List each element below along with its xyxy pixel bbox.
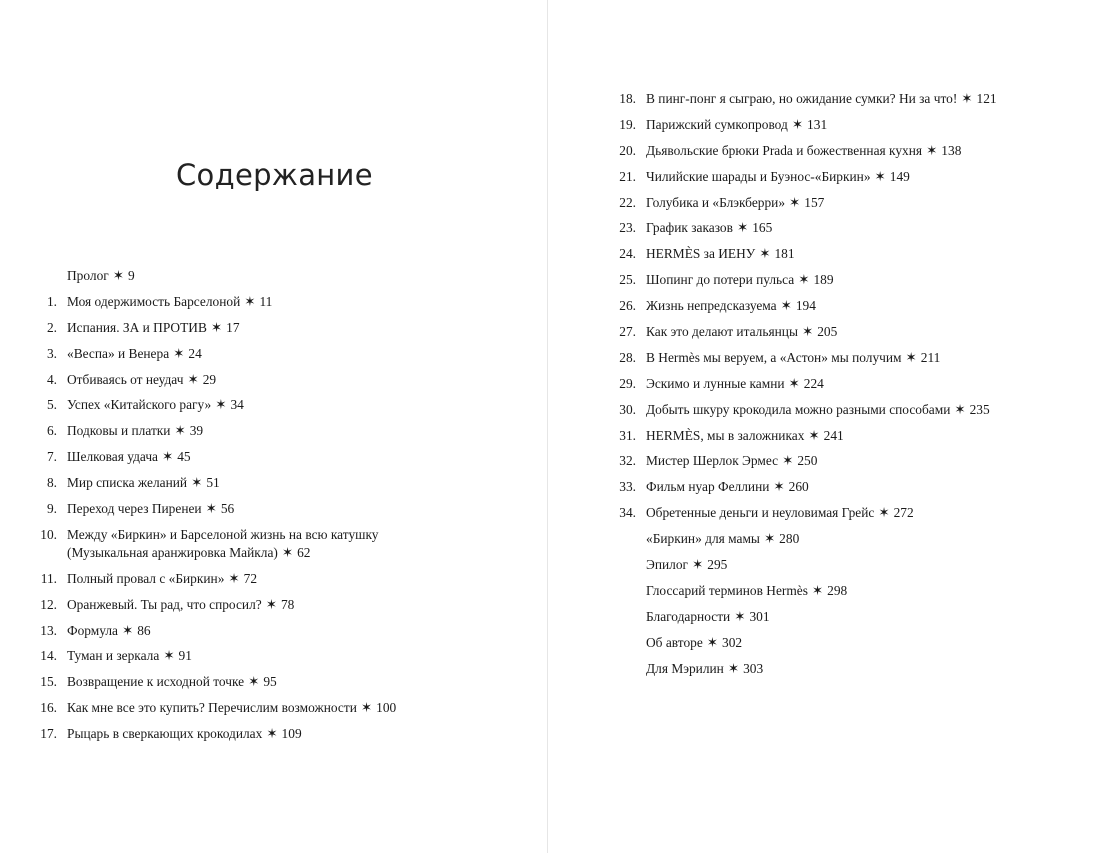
entry-title: В пинг-понг я сыграю, но ожидание сумки? Ни за что! [646, 91, 958, 106]
entry-title: Туман и зеркала [67, 648, 160, 664]
entry-text [67, 673, 520, 699]
entry-title-line2: (Музыкальная аранжировка Майкла) [67, 544, 278, 560]
entry-page-number: 17 [226, 319, 240, 335]
toc-entry [0, 647, 520, 673]
entry-title: Чилийские шарады и Буэнос-«Биркин» [646, 168, 871, 184]
entry-text [67, 500, 520, 526]
separator-icon: ✶ [173, 345, 185, 361]
entry-title: HERMÈS за ИЕНУ [646, 246, 756, 262]
entry-page-number: 78 [280, 596, 295, 612]
toc-entry [549, 427, 1069, 453]
entry-number: 33. [619, 479, 636, 495]
toc-entry [549, 297, 1069, 323]
entry-page-number: 86 [137, 622, 151, 638]
separator-icon: ✶ [808, 427, 820, 443]
entry-page-number: 295 [707, 557, 728, 573]
entry-page-number: 241 [823, 427, 844, 443]
toc-entry [549, 660, 1069, 686]
separator-icon: ✶ [248, 674, 260, 690]
entry-number: 29. [619, 375, 636, 391]
separator-icon: ✶ [163, 648, 175, 664]
separator-icon: ✶ [961, 91, 973, 106]
entry-number: 27. [619, 324, 636, 340]
entry-text [646, 219, 1069, 245]
entry-page-number: 95 [263, 674, 277, 690]
entry-title: Пролог [67, 268, 109, 283]
entry-title: Успех «Китайского рагу» [67, 397, 212, 413]
entry-number: 28. [619, 349, 636, 365]
entry-title: Мир списка желаний [67, 475, 188, 491]
entry-page-number: 298 [827, 582, 848, 598]
entry-title: Оранжевый. Ты рад, что спросил? [67, 596, 262, 612]
separator-icon: ✶ [798, 272, 810, 288]
entry-text [646, 504, 1069, 530]
entry-text [646, 452, 1069, 478]
toc-entry [549, 504, 1069, 530]
toc-entry [0, 526, 520, 570]
toc-entry [0, 396, 520, 422]
entry-number: 30. [619, 401, 636, 417]
toc-entry [549, 582, 1069, 608]
toc-entry [0, 371, 520, 397]
entry-page-number: 56 [220, 501, 235, 517]
entry-text [646, 116, 1069, 142]
entry-page-number: 302 [722, 634, 743, 650]
entry-number: 24. [619, 246, 636, 262]
toc-entry [549, 452, 1069, 478]
entry-page-number: 235 [969, 401, 990, 417]
separator-icon: ✶ [788, 375, 800, 391]
entry-number: 1. [46, 293, 57, 309]
entry-text [67, 474, 520, 500]
entry-text [646, 556, 1069, 582]
entry-title: Благодарности [646, 608, 731, 624]
separator-icon: ✶ [874, 168, 886, 184]
entry-text [646, 660, 1069, 686]
separator-icon: ✶ [244, 293, 256, 309]
entry-title: Для Мэрилин [646, 660, 724, 676]
entry-number [549, 608, 646, 634]
entry-page-number: 224 [803, 375, 824, 391]
entry-page-number: 121 [976, 91, 997, 106]
toc-entry [0, 345, 520, 371]
toc-entry [0, 448, 520, 474]
entry-title: Как это делают итальянцы [646, 324, 798, 340]
separator-icon: ✶ [228, 570, 240, 586]
entry-text [646, 271, 1069, 297]
entry-title: Шелковая удача [67, 449, 158, 465]
entry-number: 31. [619, 427, 636, 443]
entry-title: Добыть шкуру крокодила можно разными способами [646, 401, 951, 417]
entry-number: 22. [619, 194, 636, 210]
entry-title: Шопинг до потери пульса [646, 272, 795, 288]
entry-number: 9. [46, 501, 57, 517]
separator-icon: ✶ [215, 397, 227, 413]
entry-number: 10. [40, 526, 57, 542]
entry-number: 15. [40, 674, 57, 690]
entry-number: 13. [40, 622, 57, 638]
toc-entry [549, 349, 1069, 375]
entry-page-number: 301 [749, 608, 770, 624]
toc-entry [549, 90, 1069, 116]
entry-text [646, 142, 1069, 168]
entry-page-number: 250 [797, 453, 818, 469]
entry-page-number: 165 [752, 220, 773, 236]
entry-number: 3. [46, 345, 57, 361]
separator-icon: ✶ [706, 634, 719, 650]
toc-entry [549, 478, 1069, 504]
entry-page-number: 149 [889, 168, 910, 184]
toc-entry [549, 608, 1069, 634]
entry-page-number: 11 [259, 293, 273, 309]
toc-entry [549, 219, 1069, 245]
entry-title: Моя одержимость Барселоной [67, 293, 241, 309]
entry-text [67, 422, 520, 448]
entry-title: Голубика и «Блэкберри» [646, 194, 786, 210]
entry-page-number: 211 [920, 349, 941, 365]
entry-text [646, 375, 1069, 401]
entry-page-number: 72 [243, 570, 258, 586]
right-page [549, 0, 1100, 853]
entry-text [67, 570, 520, 596]
entry-page-number: 157 [804, 194, 825, 210]
entry-title: Дьявольские брюки Prada и божественная кухня [646, 142, 923, 158]
entry-page-number: 272 [893, 505, 914, 521]
entry-text [67, 699, 520, 725]
entry-text [646, 168, 1069, 194]
separator-icon: ✶ [782, 453, 794, 469]
entry-title: Глоссарий терминов Hermès [646, 582, 808, 598]
entry-number: 32. [619, 453, 636, 469]
entry-number: 17. [40, 726, 57, 742]
separator-icon: ✶ [801, 324, 814, 340]
entry-title: «Биркин» для мамы [646, 531, 760, 547]
toc-entry [0, 500, 520, 526]
entry-text [67, 371, 520, 397]
entry-text [67, 319, 520, 345]
entry-number: 6. [46, 423, 57, 439]
entry-number: 4. [46, 371, 57, 387]
toc-entry [549, 271, 1069, 297]
separator-icon: ✶ [734, 608, 746, 624]
entry-text [646, 634, 1069, 660]
separator-icon: ✶ [878, 505, 890, 521]
entry-text [646, 349, 1069, 375]
entry-number: 14. [40, 648, 57, 664]
entry-page-number: 29 [202, 371, 217, 387]
entry-text [646, 401, 1069, 427]
entry-title: Эпилог [646, 557, 689, 573]
entry-title: «Веспа» и Венера [67, 345, 170, 361]
toc-entry [549, 530, 1069, 556]
entry-text [67, 596, 520, 622]
toc-title: Содержание [176, 158, 373, 192]
toc-entry [0, 673, 520, 699]
entry-title: Возвращение к исходной точке [67, 674, 245, 690]
separator-icon: ✶ [174, 423, 186, 439]
separator-icon: ✶ [789, 194, 801, 210]
toc-entry [0, 596, 520, 622]
entry-title: Жизнь непредсказуема [646, 298, 777, 314]
toc-entry [0, 474, 520, 500]
separator-icon: ✶ [265, 596, 277, 612]
separator-icon: ✶ [763, 531, 776, 547]
toc-entry [0, 725, 520, 751]
entry-number: 18. [619, 91, 636, 106]
entry-title: Формула [67, 622, 118, 638]
entry-title: Рыцарь в сверкающих крокодилах [67, 726, 263, 742]
entry-text [646, 323, 1069, 349]
entry-number: 34. [619, 505, 636, 521]
separator-icon: ✶ [210, 319, 223, 335]
left-page [0, 0, 548, 853]
toc-entry [549, 323, 1069, 349]
entry-title: Испания. ЗА и ПРОТИВ [67, 319, 207, 335]
toc-entry [0, 319, 520, 345]
entry-text [646, 530, 1069, 556]
entry-number: 5. [46, 397, 57, 413]
separator-icon: ✶ [266, 726, 278, 742]
entry-page-number: 51 [206, 475, 220, 491]
entry-text [67, 396, 520, 422]
toc-entry [549, 401, 1069, 427]
separator-icon: ✶ [926, 142, 938, 158]
entry-number: 16. [40, 700, 57, 716]
entry-page-number: 109 [281, 726, 302, 742]
separator-icon: ✶ [905, 349, 917, 365]
entry-title: Переход через Пиренеи [67, 501, 202, 517]
entry-page-number: 62 [297, 544, 311, 560]
entry-title: Эскимо и лунные камни [646, 375, 785, 391]
entry-title: В Hermès мы веруем, а «Астон» мы получим [646, 349, 902, 365]
separator-icon: ✶ [360, 700, 373, 716]
separator-icon: ✶ [191, 475, 203, 491]
entry-text [67, 622, 520, 648]
toc-entry [0, 699, 520, 725]
toc-entry [0, 622, 520, 648]
entry-page-number: 100 [376, 700, 397, 716]
separator-icon: ✶ [692, 557, 704, 573]
separator-icon: ✶ [121, 622, 134, 638]
entry-text [646, 90, 1069, 116]
entry-text [646, 194, 1069, 220]
toc-list-left [0, 267, 520, 751]
entry-page-number: 131 [807, 116, 828, 132]
entry-number [549, 634, 646, 660]
entry-page-number: 194 [795, 298, 816, 314]
entry-page-number: 189 [813, 272, 834, 288]
entry-title: Об авторе [646, 634, 703, 650]
separator-icon: ✶ [759, 246, 771, 262]
separator-icon: ✶ [780, 298, 792, 314]
entry-title: Отбиваясь от неудач [67, 371, 184, 387]
separator-icon: ✶ [727, 660, 740, 676]
entry-number: 19. [619, 116, 636, 132]
entry-number [549, 660, 646, 686]
entry-page-number: 91 [178, 648, 192, 664]
entry-text [646, 478, 1069, 504]
entry-page-number: 24 [188, 345, 202, 361]
separator-icon: ✶ [954, 401, 966, 417]
toc-entry [549, 194, 1069, 220]
entry-number: 8. [46, 475, 57, 491]
toc-entry [549, 245, 1069, 271]
entry-text [646, 427, 1069, 453]
toc-list-right [549, 90, 1069, 685]
entry-text [67, 526, 520, 570]
entry-title: График заказов [646, 220, 733, 236]
toc-entry [549, 634, 1069, 660]
separator-icon: ✶ [811, 582, 824, 598]
entry-page-number: 181 [774, 246, 795, 262]
entry-page-number: 39 [189, 423, 204, 439]
entry-title: Подковы и платки [67, 423, 171, 439]
entry-text [67, 267, 520, 293]
entry-text [67, 647, 520, 673]
entry-text [646, 245, 1069, 271]
entry-title: Парижский сумкопровод [646, 116, 788, 132]
separator-icon: ✶ [162, 449, 174, 465]
entry-text [646, 297, 1069, 323]
entry-page-number: 280 [779, 531, 800, 547]
toc-entry [0, 293, 520, 319]
entry-page-number: 9 [128, 268, 135, 283]
entry-number: 2. [46, 319, 57, 335]
entry-page-number: 205 [817, 324, 838, 340]
entry-title: HERMÈS, мы в заложниках [646, 427, 805, 443]
toc-entry [549, 116, 1069, 142]
toc-entry [549, 556, 1069, 582]
entry-number [0, 267, 67, 293]
entry-number: 25. [619, 272, 636, 288]
entry-number: 7. [46, 449, 57, 465]
toc-entry [0, 267, 520, 293]
toc-entry [549, 142, 1069, 168]
toc-entry [0, 422, 520, 448]
entry-title: Мистер Шерлок Эрмес [646, 453, 779, 469]
entry-number: 23. [619, 220, 636, 236]
separator-icon: ✶ [112, 268, 124, 283]
page-gutter [547, 0, 548, 853]
entry-text [67, 293, 520, 319]
entry-title: Между «Биркин» и Барселоной жизнь на всю катушку [67, 526, 379, 542]
entry-title: Как мне все это купить? Перечислим возможности [67, 700, 357, 716]
toc-entry [0, 570, 520, 596]
separator-icon: ✶ [205, 501, 217, 517]
entry-text [67, 448, 520, 474]
entry-title: Обретенные деньги и неуловимая Грейс [646, 505, 875, 521]
separator-icon: ✶ [187, 371, 199, 387]
entry-number: 20. [619, 142, 636, 158]
toc-entry [549, 375, 1069, 401]
separator-icon: ✶ [736, 220, 749, 236]
entry-text [646, 582, 1069, 608]
entry-number: 11. [40, 570, 57, 586]
entry-title: Полный провал с «Биркин» [67, 570, 225, 586]
entry-page-number: 303 [743, 660, 764, 676]
entry-number: 26. [619, 298, 636, 314]
entry-number [549, 556, 646, 582]
entry-number [549, 582, 646, 608]
entry-text [646, 608, 1069, 634]
entry-page-number: 34 [230, 397, 244, 413]
separator-icon: ✶ [281, 544, 294, 560]
entry-number: 21. [619, 168, 636, 184]
separator-icon: ✶ [773, 479, 785, 495]
separator-icon: ✶ [791, 116, 804, 132]
entry-number [549, 530, 646, 556]
entry-text [67, 345, 520, 371]
entry-title: Фильм нуар Феллини [646, 479, 770, 495]
entry-page-number: 138 [941, 142, 962, 158]
entry-page-number: 260 [788, 479, 809, 495]
entry-text [67, 725, 520, 751]
toc-entry [549, 168, 1069, 194]
entry-number: 12. [40, 596, 57, 612]
entry-page-number: 45 [177, 449, 191, 465]
